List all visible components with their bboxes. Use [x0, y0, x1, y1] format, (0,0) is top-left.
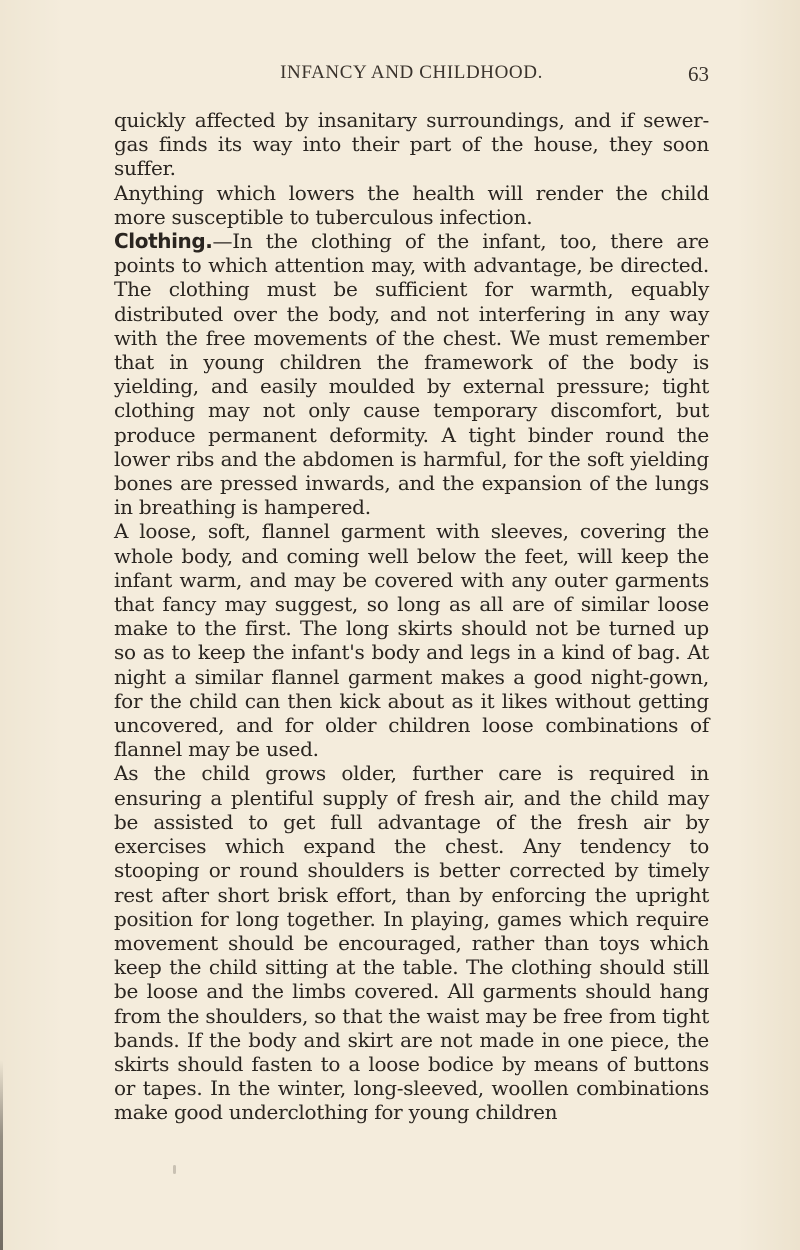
paragraph-text: A loose, soft, flannel garment with sleeves, covering the whole body, and coming well below the feet, will keep the infant warm, and may be covered with any outer garments that fancy may suggest, so long as all are of similar loose make to the first. The long skirts should not be turned up so as to keep the infant's body and legs in a kind of bag. At night a similar flannel garment makes a good night-gown, for the child can then kick about as it likes without getting uncovered, and for older children loose combinations of flannel may be used. [114, 519, 709, 762]
body-text [114, 108, 709, 1125]
page-number: 63 [688, 62, 709, 86]
paragraph-text: Anything which lowers the health will render the child more susceptible to tuberculous infection. [114, 180, 709, 229]
page-edge-shadow [0, 1060, 3, 1250]
paragraph-clothing [114, 229, 709, 519]
paper-speck [173, 1165, 176, 1174]
paragraph [114, 108, 709, 181]
page-header [114, 62, 709, 92]
paragraph-text: —In the clothing of the infant, too, there are points to which attention may, with advantage, be directed. The clothing must be sufficient for warmth, equably distributed over the body, and not interfering in any way with the free movements of the chest. We must remember that in young children the framework of the body is yielding, and easily moulded by external pressure; tight clothing may not only cause temporary discomfort, but produce permanent deformity. A tight binder round the lower ribs and the abdomen is harmful, for the soft yielding bones are pressed inwards, and the expansion of the lungs in breathing is hampered. [114, 229, 709, 520]
paragraph-text: As the child grows older, further care is required in ensuring a plentiful supply of fresh air, and the child may be assisted to get full advantage of the fresh air by exercises which expand the chest. Any tendency to stooping or round shoulders is better corrected by timely rest after short brisk effort, than by enforcing the upright position for long together. In playing, games which require movement should be encouraged, rather than toys which keep the child sitting at the table. The clothing should still be loose and the limbs covered. All garments should hang from the shoulders, so that the waist may be free from tight bands. If the body and skirt are not made in one piece, the skirts should fasten to a loose bodice by means of buttons or tapes. In the winter, long-sleeved, woollen combinations make good underclothing for young children [114, 761, 709, 1125]
section-heading: Clothing. [114, 229, 213, 254]
paragraph [114, 181, 709, 229]
running-head: INFANCY AND CHILDHOOD. [280, 62, 543, 83]
paragraph-text: quickly affected by insanitary surroundings, and if sewer-gas finds its way into their part of the house, they soon suffer. [114, 108, 709, 181]
paragraph [114, 519, 709, 761]
paragraph [114, 761, 709, 1124]
